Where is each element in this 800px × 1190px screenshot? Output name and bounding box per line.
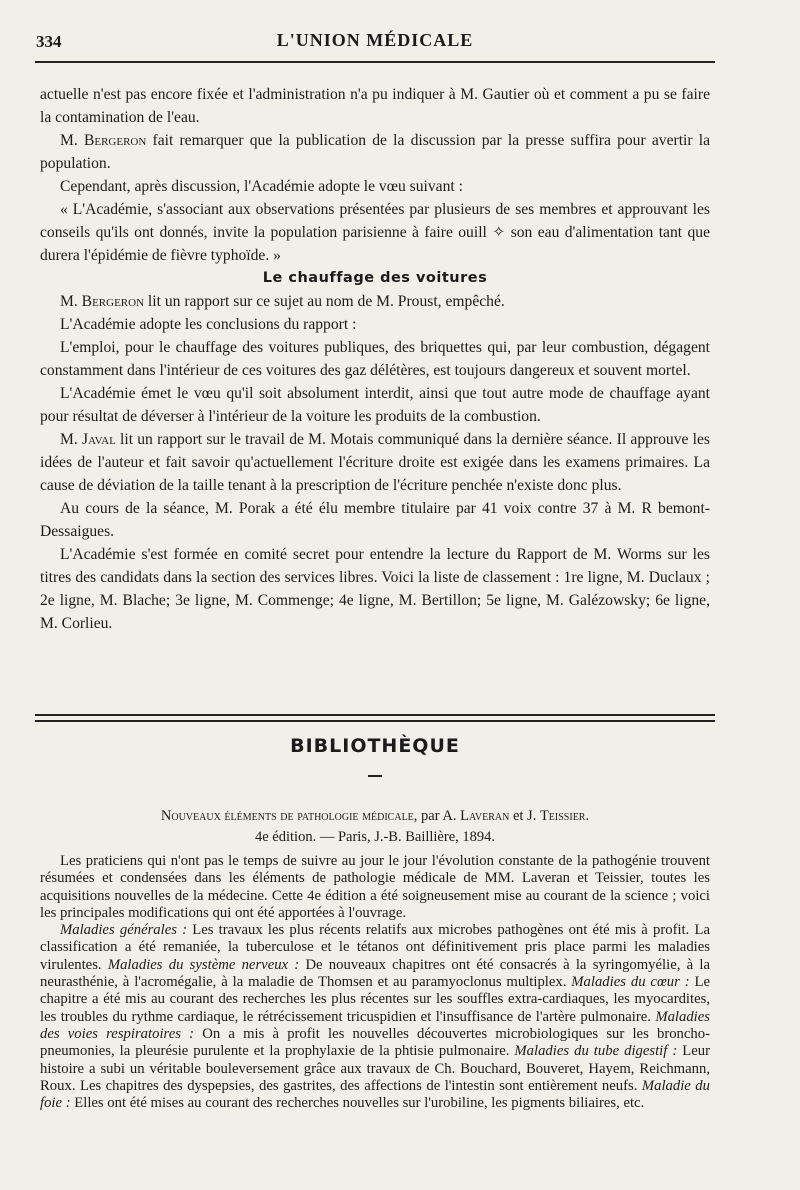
book-title-line (40, 806, 710, 827)
book-title: Nouveaux éléments de pathologie médicale, (160, 808, 418, 824)
book-text: par A. (417, 808, 461, 824)
paragraph: actuelle n'est pas encore fixée et l'administration n'a pu indiquer à M. Gautier où et comment a pu se faire la contamination de l'eau. (40, 86, 710, 126)
book-edition-line: 4e édition. — Paris, J.-B. Baillière, 1894. (254, 829, 496, 845)
paragraph: L'Académie adopte les conclusions du rapport : (60, 316, 357, 333)
paragraph-text: On a mis à profit les nouvelles découvertes microbiologiques sur les broncho-pneumonies, la pleurésie purulente et la prophylaxie de la phtisie pulmonaire. (40, 1025, 710, 1060)
title-dash (368, 775, 382, 777)
person-name: Bergeron (81, 293, 145, 310)
quoted-resolution: « L'Académie, s'associant aux observations présentées par plusieurs de ses membres et approuvant les conseils qu'ils ont donnés, invite la population parisienne à faire ouill ✧ son eau d'alimentation tant que durera l'épidémie de fièvre typhoïde. » (40, 201, 710, 264)
author-name: Laveran (460, 808, 510, 824)
academy-proceedings (40, 83, 710, 635)
person-name: Javal (82, 431, 116, 448)
journal-page (36, 0, 711, 1112)
book-text: et J. (509, 808, 540, 824)
paragraph (40, 290, 710, 313)
topic-label: Maladies des voies respiratoires : (40, 1008, 710, 1042)
section-divider (35, 714, 715, 722)
page-number: 334 (36, 32, 62, 51)
paragraph-text: Les travaux les plus récents relatifs aux microbes pathogènes ont été mis à profit. La classification a été remaniée, la tuberculose et le tétanos ont définitivement pris place parmi les maladies virulentes. (40, 922, 711, 973)
paragraph-text: Elles ont été mises au courant des recherches nouvelles sur l'urobiline, les pigments biliaires, etc. (70, 1095, 645, 1112)
paragraph: L'Académie émet le vœu qu'il soit absolument interdit, ainsi que tout autre mode de chauffage ayant pour résultat de déverser à l'intérieur de la voiture les produits de la combustion. (40, 385, 710, 425)
paragraph-text: lit un rapport sur ce sujet au nom de M. Proust, empêché. (144, 293, 505, 310)
topic-label: Maladies du cœur : (571, 974, 690, 991)
section-heading: Le chauffage des voitures (262, 270, 488, 286)
author-name: Teissier. (539, 808, 590, 824)
paragraph-text: Leur histoire a subi un véritable bouleversement grâce aux travaux de Ch. Bouchard, Bouveret, Hayem, Reichmann, Roux. Les chapitres des dyspepsies, des gastrites, des affections de l'intestin sont entièrement neufs. (40, 1043, 710, 1094)
paragraph (40, 428, 710, 497)
topic-label: Maladies du tube digestif : (514, 1043, 678, 1060)
paragraph: Au cours de la séance, M. Porak a été élu membre titulaire par 41 voix contre 37 à M. R bemont-Dessaigues. (40, 500, 710, 540)
paragraph: Les praticiens qui n'ont pas le temps de suivre au jour le jour l'évolution constante de la pathogénie trouvent résumées et condensées dans les éléments de pathologie médicale de MM. Laveran et Teissier, toutes les acquisitions nouvelles de la médecine. Cette 4e édition a été soigneusement mise au courant de la science ; voici les principales modifications qui ont été apportées à l'ouvrage. (40, 853, 710, 921)
paragraph: L'emploi, pour le chauffage des voitures publiques, des briquettes qui, par leur combustion, dégagent constamment dans l'intérieur de ces voitures des gaz délétères, est toujours dangereux et souvent mortel. (40, 339, 710, 379)
paragraph-text: Le chapitre a été mis au courant des recherches les plus récentes sur les souffles extra-cardiaques, les myocardites, les troubles du rythme cardiaque, le rétrécissement tricuspidien et l'insuffisance de l'artère pulmonaire. (40, 974, 710, 1025)
paragraph: L'Académie s'est formée en comité secret pour entendre la lecture du Rapport de M. Worms sur les titres des candidats dans la section des services libres. Voici la liste de classement : 1re ligne, M. Duclaux ; 2e ligne, M. Blache; 3e ligne, M. Commenge; 4e ligne, M. Bertillon; 5e ligne, M. Galézowsky; 6e ligne, M. Corlieu. (40, 546, 710, 632)
paragraph (40, 129, 710, 175)
person-name: M. Bergeron (60, 132, 147, 149)
paragraph (40, 922, 710, 1112)
paragraph: Cependant, après discussion, l'Académie adopte le vœu suivant : (60, 178, 463, 195)
topic-label: Maladies générales : (60, 922, 188, 939)
paragraph-text: lit un rapport sur le travail de M. Motais communiqué dans la dernière séance. Il approuve les idées de l'auteur et fait savoir qu'actuellement l'écriture droite est exigée dans les examens primaires. La cause de déviation de la taille tenant à la prescription de l'écriture penchée n'existe donc plus. (40, 431, 710, 494)
paragraph-text: M. (60, 293, 82, 310)
paragraph-text: fait remarquer que la publication de la discussion par la presse suffira pour avertir la population. (40, 132, 710, 172)
journal-title: L'UNION MÉDICALE (276, 30, 474, 50)
book-review (40, 853, 710, 1112)
paragraph-text: M. (60, 431, 82, 448)
header-rule (35, 61, 715, 63)
bibliography-title: BIBLIOTHÈQUE (290, 735, 460, 757)
topic-label: Maladie du foie : (40, 1077, 710, 1112)
page-header (36, 0, 710, 60)
topic-label: Maladies du système nerveux : (107, 956, 300, 973)
paragraph-text: De nouveaux chapitres ont été consacrés à la syringomyélie, à la neurasthénie, à l'acromégalie, à la maladie de Thomsen et au paramyoclonus multiplex. (40, 956, 710, 991)
book-reference (40, 806, 710, 848)
